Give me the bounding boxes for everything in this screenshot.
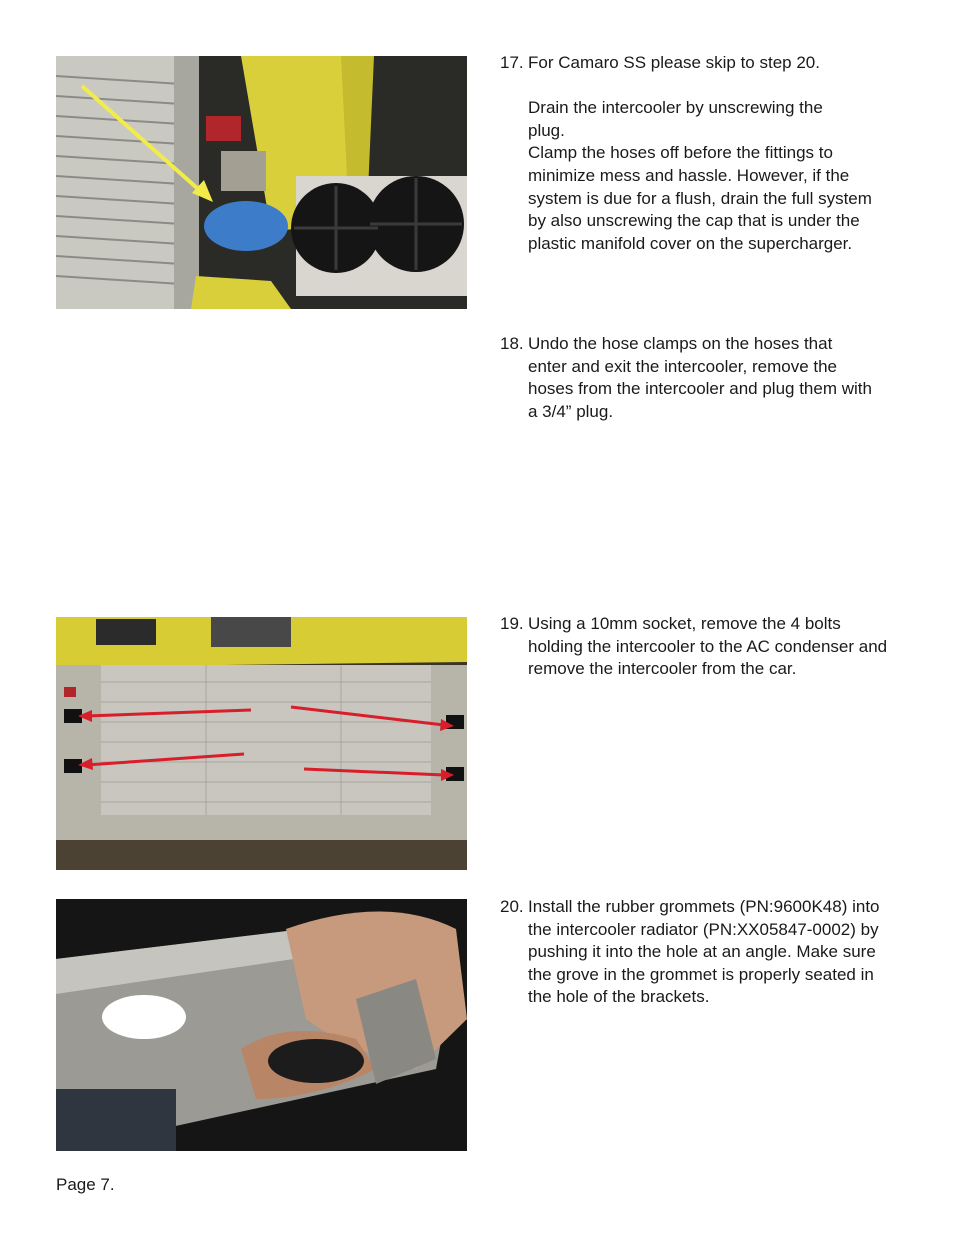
photo-grommet-install xyxy=(56,899,467,1151)
step-text: Undo the hose clamps on the hoses that enter and exit the intercooler, remove the hoses from the intercooler and plug them with a 3/4” plug. xyxy=(528,334,872,421)
step-text: Using a 10mm socket, remove the 4 bolts holding the intercooler to the AC condenser and remove the intercooler from the car. xyxy=(528,614,888,679)
step-number: 17. xyxy=(500,53,524,72)
step-18 xyxy=(500,333,910,423)
step-number: 19. xyxy=(500,614,524,633)
step-20 xyxy=(500,896,910,1009)
step-17 xyxy=(500,52,910,255)
step-number: 20. xyxy=(500,897,524,916)
step-text: Install the rubber grommets (PN:9600K48) into the intercooler radiator (PN:XX05847-0002) by pushing it into the hole at an angle. Make sure the grove in the grommet is properly seated in the hole of the brackets. xyxy=(528,897,880,1007)
step-19 xyxy=(500,613,910,681)
page-number: Page 7. xyxy=(56,1175,115,1194)
step-text: Drain the intercooler by unscrewing the plug. xyxy=(528,98,823,140)
photo-intercooler-bolts xyxy=(56,617,467,870)
step-text: For Camaro SS please skip to step 20. xyxy=(528,53,820,72)
photo-drain-plug xyxy=(56,56,467,309)
paragraph-gap xyxy=(528,75,910,98)
step-number: 18. xyxy=(500,334,524,353)
step-text: Clamp the hoses off before the fittings to minimize mess and hassle. However, if the system is due for a flush, drain the full system by also unscrewing the cap that is under the plastic manifold cover on the supercharger. xyxy=(528,143,872,253)
